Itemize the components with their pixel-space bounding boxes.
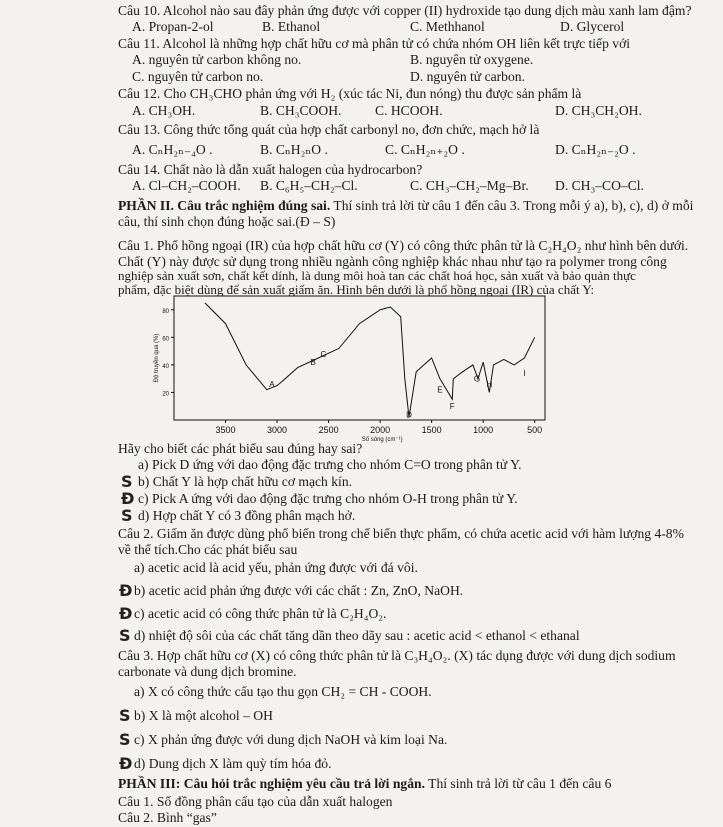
y-tick-label: 40 (162, 363, 169, 370)
q14-option-c: C. CH₃–CH₂–Mg–Br. (410, 178, 529, 193)
q10-option-b: B. Ethanol (262, 19, 321, 34)
q10-stem: Câu 10. Alcohol nào sau đây phản ứng được với copper (II) hydroxide tạo dung dịch màu xanh lam đậm? (118, 3, 692, 18)
p2q2-statement-d: d) nhiệt độ sôi của các chất tăng dần theo dãy sau : acetic acid < ethanol < ethanal (134, 628, 580, 643)
x-tick-label: 1500 (421, 425, 442, 435)
part3-q2: Câu 2. Bình “gas” (118, 810, 217, 825)
part2-title: PHẦN II. Câu trắc nghiệm đúng sai. (118, 198, 331, 213)
plot-frame (174, 296, 545, 420)
peak-label-b: B (310, 358, 316, 368)
x-tick-label: 3500 (215, 425, 236, 435)
q12-option-b: B. CH₃COOH. (260, 103, 342, 118)
q13-option-b: B. CₙH₂ₙO . (260, 142, 328, 157)
x-axis-label: Số sóng (cm⁻¹) (361, 437, 403, 443)
q11-option-b: B. nguyên tử oxygene. (410, 52, 534, 67)
part3-intro: Thí sinh trả lời từ câu 1 đến câu 6 (424, 776, 612, 791)
part3-q1: Câu 1. Số đồng phân cấu tạo của dẫn xuất halogen (118, 794, 393, 809)
handwritten-d-mark: Đ (119, 754, 133, 773)
part3-title: PHẦN III: Câu hỏi trắc nghiệm yêu cầu trả lời ngắn. (118, 776, 425, 791)
p2q1-statement-c: c) Pick A ứng với dao động đặc trưng cho nhóm O-H trong phân tử Y. (138, 491, 518, 506)
q11-option-a: A. nguyên tử carbon không no. (132, 52, 302, 67)
q11-option-d: D. nguyên tử carbon. (410, 69, 525, 84)
spectrum-line (205, 303, 535, 420)
part2-intro-line2: câu, thí sinh chọn đúng hoặc sai.(Đ – S) (118, 214, 336, 229)
handwritten-s-mark: S (121, 506, 133, 525)
p2q1-statement-d: d) Hợp chất Y có 3 đồng phân mạch hở. (138, 508, 356, 523)
y-tick-label: 20 (162, 391, 169, 398)
p2q2-statement-b: b) acetic acid phản ứng được với các chất : Zn, ZnO, NaOH. (134, 583, 464, 598)
q14-option-b: B. C₆H₅–CH₂–Cl. (260, 178, 358, 193)
peak-labels (269, 350, 525, 420)
p2q3-line2: carbonate và dung dịch bromine. (118, 664, 297, 679)
p2q3-line1: Câu 3. Hợp chất hữu cơ (X) có công thức phân tử là C₃H₄O₂. (X) tác dụng được với dung dịch sodium (118, 648, 676, 663)
q13-option-a: A. CₙH₂ₙ₋₄O . (132, 142, 213, 157)
chart-axes (174, 296, 545, 420)
q12-option-a: A. CH₃OH. (132, 103, 196, 118)
x-tick-label: 500 (527, 425, 543, 435)
q14-option-a: A. Cl–CH₂–COOH. (132, 178, 241, 193)
q11-stem: Câu 11. Alcohol là những hợp chất hữu cơ mà phân tử có chứa nhóm OH liên kết trực tiếp với (118, 36, 631, 51)
peak-label-e: E (437, 385, 443, 395)
handwritten-s-mark: S (119, 626, 131, 645)
peak-label-a: A (269, 380, 275, 390)
p2q3-statement-d: d) Dung dịch X làm quỳ tím hóa đỏ. (134, 756, 332, 771)
p2q2-line2: về thể tích.Cho các phát biểu sau (118, 542, 298, 557)
ir-spectrum-chart (150, 288, 550, 448)
p2q1-statement-b: b) Chất Y là hợp chất hữu cơ mạch kín. (138, 474, 353, 489)
peak-label-i: I (523, 369, 526, 379)
q12-option-c: C. HCOOH. (375, 103, 443, 118)
q13-option-c: C. CₙH₂ₙ₊₂O . (385, 142, 465, 157)
p2q1-statement-a: a) Pick D ứng với dao động đặc trưng cho nhóm C=O trong phân tử Y. (138, 457, 522, 472)
x-tick-label: 1000 (473, 425, 494, 435)
peak-label-h: H (486, 380, 493, 390)
p2q3-statement-a: a) X có công thức cấu tạo thu gọn CH₂ = CH - COOH. (134, 684, 432, 699)
x-tick-label: 2000 (370, 425, 391, 435)
y-axis-label: Độ truyền qua (%) (154, 333, 160, 383)
q14-stem: Câu 14. Chất nào là dẫn xuất halogen của hydrocarbon? (118, 162, 423, 177)
p2q1-line4: phẩm, đặc biệt dùng để sản xuất giấm ăn. Hình bên dưới là phổ hồng ngoại (IR) của chất Y: (118, 282, 595, 297)
p2q1-line1: Câu 1. Phổ hồng ngoại (IR) của hợp chất hữu cơ (Y) có công thức phân tử là C₂H₄O₂ như hình bên dưới. (118, 238, 689, 253)
x-tick-label: 2500 (318, 425, 339, 435)
peak-label-c: C (320, 349, 327, 359)
peak-label-f: F (449, 402, 455, 412)
q10-option-a: A. Propan-2-ol (132, 19, 214, 34)
q13-option-d: D. CₙH₂ₙ₋₂O . (555, 142, 636, 157)
peak-label-g: G (473, 374, 481, 384)
handwritten-d-mark: Đ (121, 489, 135, 508)
p2q2-line1: Câu 2. Giấm ăn được dùng phổ biến trong chế biến thực phẩm, có chứa acetic acid với hàm lượng 4-8% (118, 526, 684, 541)
q10-option-d: D. Glycerol (560, 19, 625, 34)
p2q3-statement-c: c) X phản ứng được với dung dịch NaOH và kim loại Na. (134, 732, 448, 747)
handwritten-s-mark: S (119, 706, 131, 725)
p2q2-statement-c: c) acetic acid có công thức phân tử là C₂H₄O₂. (134, 606, 387, 621)
p2q1-question: Hãy cho biết các phát biểu sau đúng hay sai? (118, 441, 363, 456)
p2q3-statement-b: b) X là một alcohol – OH (134, 708, 273, 723)
p2q2-statement-a: a) acetic acid là acid yếu, phản ứng được với đá vôi. (134, 560, 418, 575)
y-tick-label: 80 (162, 308, 169, 315)
q11-option-c: C. nguyên tử carbon no. (132, 69, 264, 84)
part2-heading (118, 198, 693, 214)
peak-label-d: D (406, 410, 412, 420)
q12-option-d: D. CH₃CH₂OH. (555, 103, 642, 118)
handwritten-s-mark: S (121, 472, 133, 491)
q10-option-c: C. Methhanol (410, 19, 485, 34)
handwritten-s-mark: S (119, 730, 131, 749)
handwritten-d-mark: Đ (119, 604, 133, 623)
p2q1-line3: nghiệp sản xuất sơn, chất kết dính, là dung môi hoà tan các chất hoá học, sản xuất và bảo quản thực (118, 268, 636, 283)
q12-stem: Câu 12. Cho CH₃CHO phản ứng với H₂ (xúc tác Ni, đun nóng) thu được sản phẩm là (118, 86, 582, 101)
handwritten-d-mark: Đ (119, 581, 133, 600)
part2-intro: Thí sinh trả lời từ câu 1 đến câu 3. Trong mỗi ý a), b), c), d) ở mỗi (330, 198, 694, 213)
p2q1-line2: Chất (Y) này được sử dụng trong nhiều ngành công nghiệp khác nhau như tạo ra polymer trong công (118, 254, 667, 269)
y-tick-label: 60 (162, 336, 169, 343)
q14-option-d: D. CH₃–CO–Cl. (555, 178, 644, 193)
q13-stem: Câu 13. Công thức tổng quát của hợp chất carbonyl no, đơn chức, mạch hở là (118, 122, 540, 137)
part3-heading (118, 776, 611, 792)
x-tick-label: 3000 (267, 425, 288, 435)
